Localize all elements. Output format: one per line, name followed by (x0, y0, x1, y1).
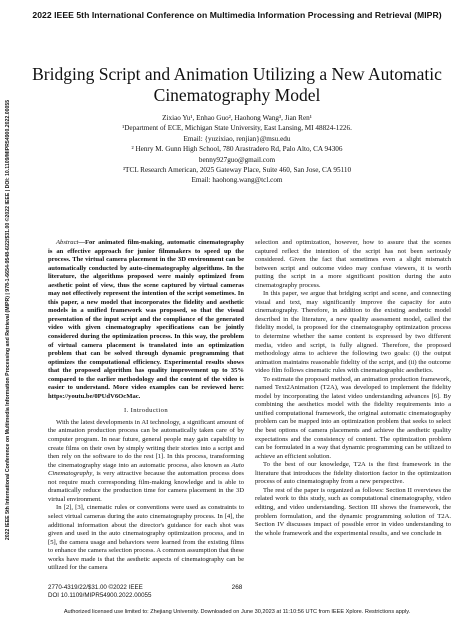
right-paragraph-2: To estimate the proposed method, an animation production framework, named Text2Animation (T2A), was developed to implement the fidelity model by incorporating the latest video understanding advances [6]. By combining the aesthetics model with the fidelity requirements into a unified computational framework, the original automatic cinematography problem can be mapped into an optimization problem that seeks to select the best options of camera placements and achieve the aesthetic quality expectations and the consistency of content. The optimization problem can be formulated in a way that dynamic programming can be utilized to achieve an efficient solution. (255, 375, 451, 460)
footer-identifiers (48, 584, 151, 599)
abstract-label: Abstract (56, 239, 79, 246)
right-column (255, 239, 451, 538)
affiliation-2: ² Henry M. Gunn High School, 780 Arastradero Rd, Palo Alto, CA 94306 (131, 145, 343, 154)
intro-auto-cinematography-term: Auto Cinematography (48, 461, 244, 478)
abstract-end: . (138, 392, 141, 400)
affiliation-1: ¹Department of ECE, Michigan State University, East Lansing, MI 48824-1226. (122, 124, 352, 133)
right-paragraph-1: In this paper, we argue that bridging script and scene, and connecting visual and text, may significantly improve the capacity for auto cinematography. Therefore, in addition to the existing aesthetic model described in the literature, a new quality assessment model, called the fidelity model, is proposed for the cinematography optimization process to determine whether the same content is expressed by two different media, video and script, is fully aligned. Therefore, the proposed methodology aims to achieve the following two goals: (i) the output animation maintains reasonable fidelity of the script, and (ii) the outcome video film follows cinematic rules with cinematographic aesthetics. (255, 290, 451, 375)
footer-doi: DOI 10.1109/MIPR54900.2022.00055 (48, 591, 152, 599)
abstract-body: —For animated film-making, automatic cinematography is an effective approach for junior filmmakers to speed up the process. The virtual camera placement in the 3D environment can be automatically conducted by auto-cinematography algorithms. In the literature, the algorithms proposed were mainly optimized from aesthetic point of view, thus the scene captured by virtual cameras may not effectively represent the intention of the script sometimes. In this paper, a new model that incorporates the fidelity and aesthetic models in a unified framework was proposed, so that the visual presentation of the input script and the compliance of the generated video with given cinematography specifications can be jointly considered during the optimization process. In this way, the problem of virtual camera placement is translated into an optimization problem that can be solved through dynamic programming that optimizes the computational efficiency. Experimental results shows that the proposed algorithm has quality improvement up to 35% compared to the earlier methodology and the content of the video is easier to understand. More video examples can be reviewed here: (48, 239, 244, 392)
author-block (30, 113, 444, 186)
email-1: Email: {yuzixiao, renjian}@msu.edu (183, 134, 291, 143)
intro-paragraph-1-b: , is very attractive because the automation process does not require much corresponding film-making knowledge and is able to dramatically reduce the production time for camera placement in the 3D virtual environment. (48, 470, 244, 503)
side-identifier-strip (2, 40, 14, 600)
intro-paragraph-1 (48, 419, 244, 504)
intro-paragraph-1-a: With the latest developments in AI technology, a significant amount of the animation production process can be automatically taken care of by computer program. In near future, general people may gain capability to create films on their own by simply writing their stories into a script and then rely on the software to do the rest [1]. In this process, transforming the cinematography stage into an automatic process, also known as (48, 418, 244, 469)
paper-title: Bridging Script and Animation Utilizing a New Automatic Cinematography Model (32, 64, 442, 105)
side-identifier-text: 2022 IEEE 5th International Conference on Multimedia Information Processing and Retrieval (MIPR) | 978-1-6654-9548-6/22/$31.00 ©2022 IEEE | DOI: 10.1109/MIPR54900.2022.00055 (5, 99, 11, 541)
video-link[interactable]: https://youtu.be/0PUdV6OcMac (48, 392, 139, 400)
affiliation-3: ³TCL Research American, 2025 Gateway Place, Suite 460, San Jose, CA 95110 (122, 166, 352, 175)
left-column (48, 239, 244, 573)
abstract (48, 239, 244, 401)
author-names: Zixiao Yu¹, Enhao Guo², Haohong Wang³, Jian Ren¹ (162, 114, 312, 122)
footer-isbn: 2770-4319/22/$31.00 ©2022 IEEE (48, 584, 143, 591)
right-paragraph-4: The rest of the paper is organized as follows: Section II overviews the related work to this study, such as computational cinematography, video editing, and video understanding. Section III shows the framework, the problem formulation, and the dynamic programming solution of T2A. Section IV discusses impact of possible error in video understanding to the whole framework and the experimental results, and we conclude in (255, 486, 451, 537)
right-paragraph-3: To the best of our knowledge, T2A is the first framework in the literature that introduces the fidelity distortion factor in the optimization process of auto cinematography from a new perspective. (255, 461, 451, 486)
page-number: 268 (231, 584, 243, 591)
license-notice: Authorized licensed use limited to: Zhejiang University. Downloaded on June 30,2023 at 11:10:56 UTC from IEEE Xplore. Restrictions apply. (63, 609, 411, 615)
email-3: Email: haohong.wang@tcl.com (191, 176, 283, 185)
section-heading-introduction: I. Introduction (123, 407, 169, 415)
conference-header: 2022 IEEE 5th International Conference on Multimedia Information Processing and Retrieval (MIPR) (32, 10, 442, 20)
email-2: benny927guo@gmail.com (198, 155, 276, 164)
intro-paragraph-2: In [2], [3], cinematic rules or conventions were used as constraints to select virtual cameras during the auto cinematography process. In [4], the additional information about the director's guidance for each shot was given and used in the auto cinematography optimization process, and in [5], the camera usage and behaviors were learned from the existing films to enhance the camera selection process. A common assumption that these works have made is that the aesthetic aspects of cinematography can be utilized for the camera (48, 504, 244, 572)
right-paragraph-0: selection and optimization, however, how to assure that the scenes captured reflect the intention of the script has not been seriously considered. Given the fact that sometimes even a slight mismatch between script and outcome video may confuse viewers, it is worth putting the script in a more significant position during the auto cinematography process. (255, 239, 451, 289)
